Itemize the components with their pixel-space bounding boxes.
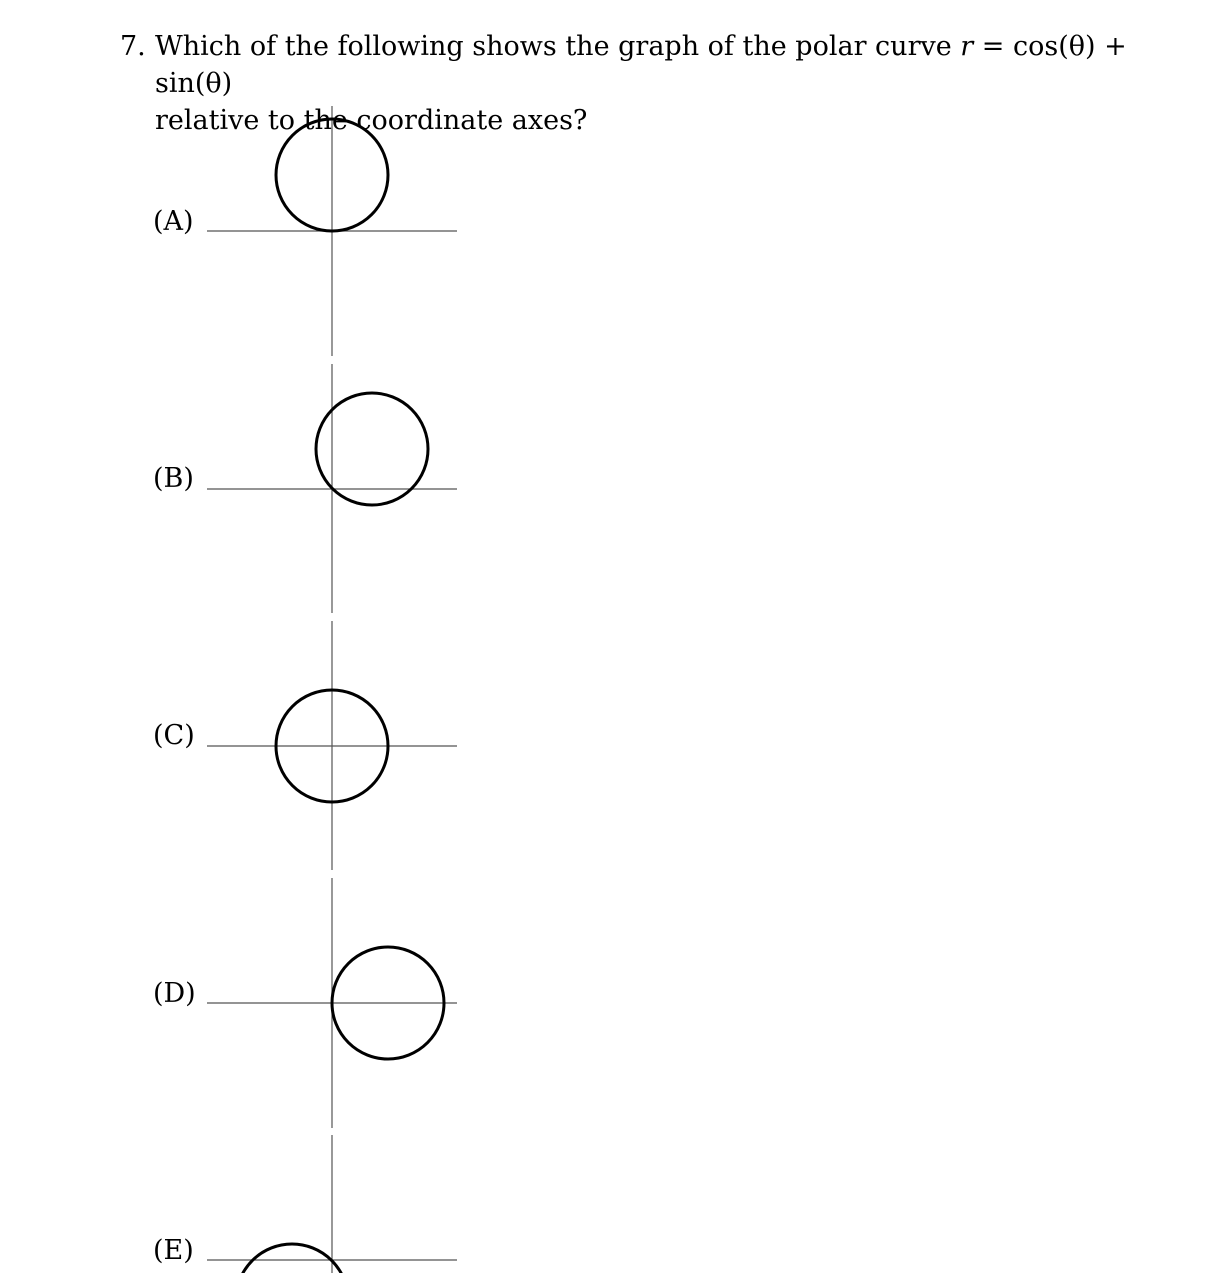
choice-c-label: (C)	[153, 720, 195, 751]
choice-e-graph	[207, 1135, 457, 1273]
question-number: 7.	[120, 31, 146, 62]
choice-a-label: (A)	[153, 206, 194, 237]
choice-b-label: (B)	[153, 463, 194, 494]
choice-b-curve	[316, 393, 428, 505]
choice-b-graph	[207, 364, 457, 613]
choice-d-graph	[207, 878, 457, 1128]
choice-e-curve	[236, 1244, 348, 1273]
question-equation: = cos(θ) + sin(θ)	[155, 31, 1127, 99]
question-text-line2: relative to the coordinate axes?	[155, 105, 588, 136]
question-text-part1: Which of the following shows the graph of the polar curve	[155, 31, 961, 62]
polar-variable-r: r	[960, 31, 974, 62]
choice-c-graph	[207, 621, 457, 870]
choice-a-graph	[207, 106, 457, 356]
choice-e-label: (E)	[153, 1235, 194, 1266]
choice-d-label: (D)	[153, 978, 196, 1009]
